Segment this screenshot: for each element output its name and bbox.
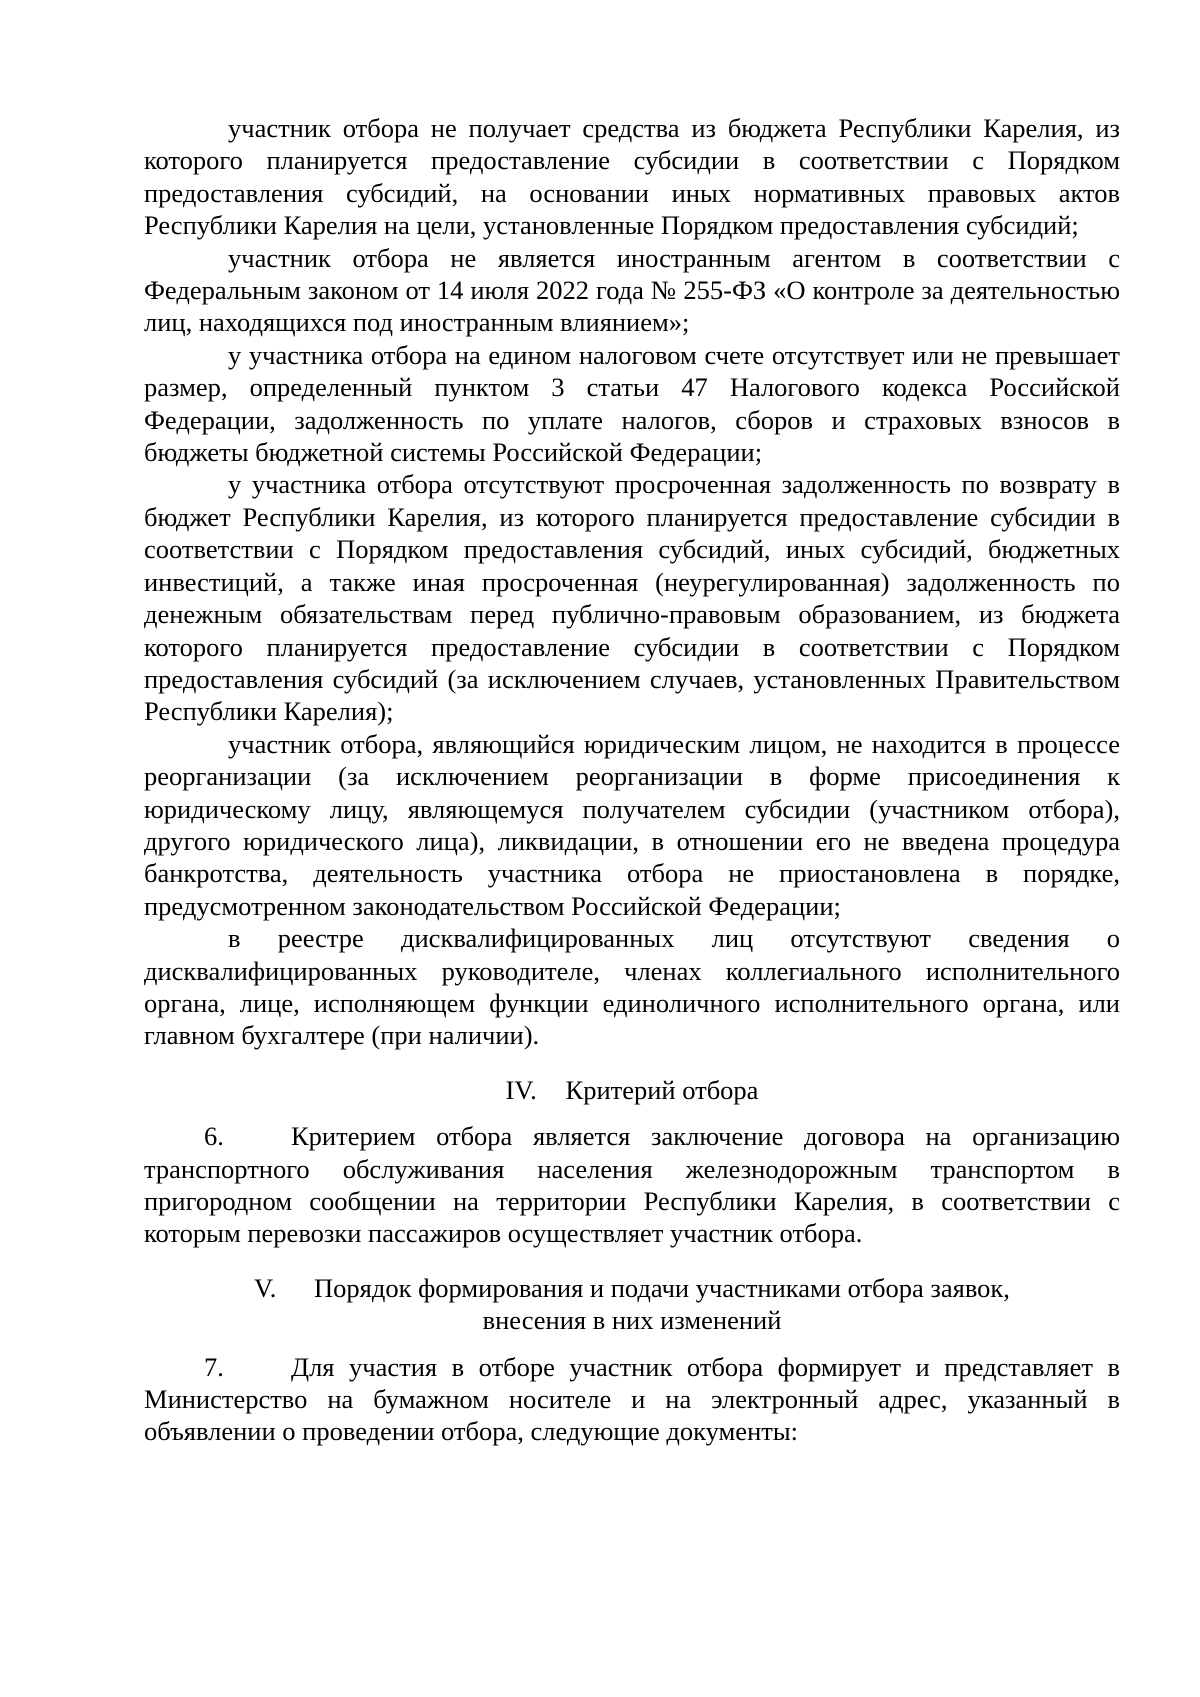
paragraph-foreign-agent: участник отбора не является иностранным агентом в соответствии с Федеральным законом от 14 июля 2022 года № 255-ФЗ «О контроле за деятельностью лиц, находящихся под иностранным влиянием»; <box>144 242 1120 338</box>
item-text: Для участия в отборе участник отбора формирует и представляет в Министерство на бумажном носителе и на электронный адрес, указанный в объявлении о проведении отбора, следующие документы: <box>144 1351 1120 1447</box>
item-7 <box>144 1351 1120 1448</box>
paragraph-tax-debt: у участника отбора на едином налоговом счете отсутствует или не превышает размер, определенный пунктом 3 статьи 47 Налогового кодекса Российской Федерации, задолженность по уплате налогов, сборов и страховых взносов в бюджеты бюджетной системы Российской Федерации; <box>144 339 1120 468</box>
spacer <box>144 1250 1120 1272</box>
section-heading-iv <box>144 1074 1120 1106</box>
section-title-line1: Порядок формирования и подачи участниками отбора заявок, <box>314 1272 1010 1303</box>
item-text: Критерием отбора является заключение договора на организацию транспортного обслуживания населения железнодорожным транспортом в пригородном сообщении на территории Республики Карелия, в соответствии с которым перевозки пассажиров осуществляет участник отбора. <box>144 1121 1120 1249</box>
section-title-line2: внесения в них изменений <box>482 1305 782 1336</box>
item-number: 7. <box>204 1351 224 1382</box>
section-number: IV. <box>505 1074 537 1105</box>
section-heading-v <box>144 1272 1120 1304</box>
section-heading-v-line2 <box>144 1304 1120 1336</box>
paragraph-disqualified-registry: в реестре дисквалифицированных лиц отсутствуют сведения о дисквалифицированных руководителе, членах коллегиального исполнительного органа, лице, исполняющем функции единоличного исполнительного органа, или главном бухгалтере (при наличии). <box>144 923 1120 1051</box>
paragraph-overdue-debt: у участника отбора отсутствуют просроченная задолженность по возврату в бюджет Республики Карелия, из которого планируется предоставление субсидии в соответствии с Порядком предоставления субсидий, иных субсидий, бюджетных инвестиций, а также иная просроченная (неурегулированная) задолженность по денежным обязательствам перед публично-правовым образованием, из бюджета которого планируется предоставление субсидии в соответствии с Порядком предоставления субсидий (за исключением случаев, установленных Правительством Республики Карелия); <box>144 469 1120 727</box>
paragraph-reorganization: участник отбора, являющийся юридическим лицом, не находится в процессе реорганизации (за исключением реорганизации в форме присоединения к юридическому лицу, являющемуся получателем субсидии (участником отбора), другого юридического лица), ликвидации, в отношении его не введена процедура банкротства, деятельность участника отбора не приостановлена в порядке, предусмотренном законодательством Российской Федерации; <box>144 728 1120 921</box>
item-number: 6. <box>204 1121 224 1152</box>
paragraph-budget-funds: участник отбора не получает средства из бюджета Республики Карелия, из которого планируется предоставление субсидии в соответствии с Порядком предоставления субсидий, на основании иных нормативных правовых актов Республики Карелия на цели, установленные Порядком предоставления субсидий; <box>144 113 1120 241</box>
section-title: Критерий отбора <box>565 1074 759 1105</box>
document-page <box>144 112 1120 1448</box>
item-6 <box>144 1120 1120 1250</box>
section-number: V. <box>254 1272 277 1303</box>
